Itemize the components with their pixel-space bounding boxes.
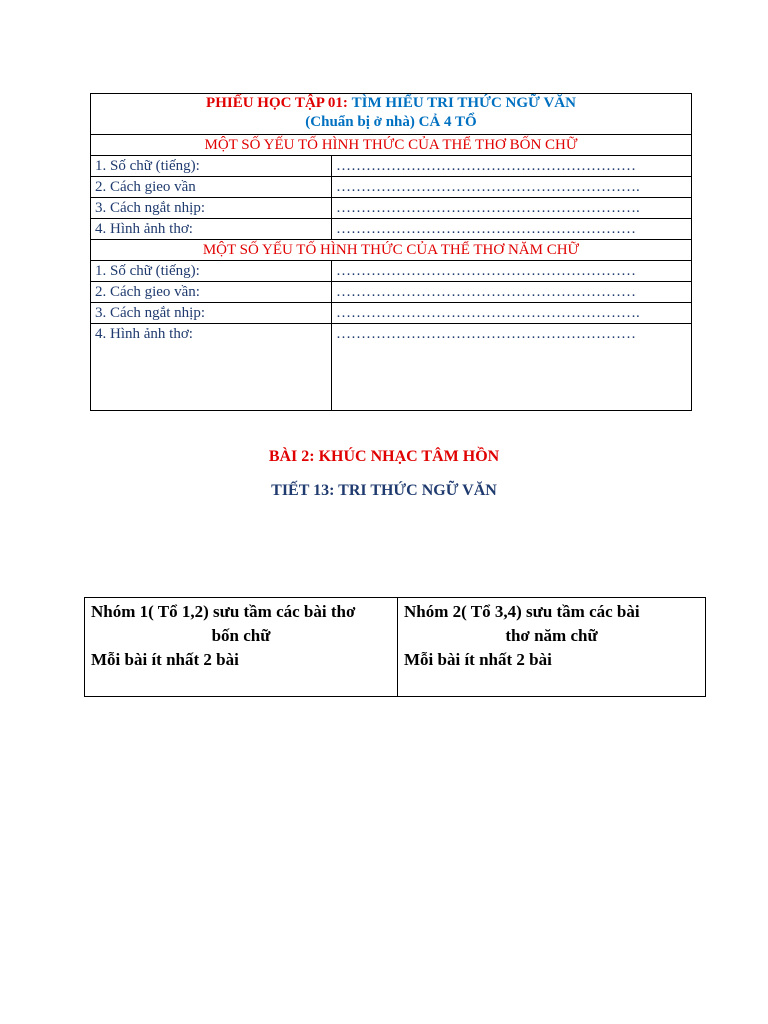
section-heading-five-word: MỘT SỐ YẾU TỐ HÌNH THỨC CỦA THỂ THƠ NĂM CHỮ [91, 240, 692, 261]
table-row [91, 303, 692, 324]
table-row [91, 261, 692, 282]
row-label: 1. Số chữ (tiếng): [91, 156, 332, 177]
group-2-line3: Mỗi bài ít nhất 2 bài [404, 650, 552, 669]
answer-blank: …………………………………………………… [332, 282, 692, 303]
table-row [91, 198, 692, 219]
group-assignment-table [84, 597, 706, 697]
row-label: 2. Cách gieo vần: [91, 282, 332, 303]
worksheet-header [91, 94, 692, 135]
group-2-cell [398, 598, 706, 697]
answer-blank: …………………………………………………… [332, 219, 692, 240]
group-1-line3: Mỗi bài ít nhất 2 bài [91, 650, 239, 669]
group-1-cell [85, 598, 398, 697]
table-row [91, 219, 692, 240]
table-row [91, 177, 692, 198]
answer-blank: ……………………………………………………. [332, 198, 692, 219]
row-label: 1. Số chữ (tiếng): [91, 261, 332, 282]
lesson-title: BÀI 2: KHÚC NHẠC TÂM HỒN [268, 448, 500, 465]
answer-blank: ……………………………………………………. [332, 303, 692, 324]
answer-blank: …………………………………………………… [332, 261, 692, 282]
row-label: 4. Hình ảnh thơ: [91, 219, 332, 240]
worksheet-subtitle: (Chuẩn bị ở nhà) CẢ 4 TỔ [305, 114, 477, 130]
worksheet-table [90, 93, 692, 411]
table-row [91, 324, 692, 411]
table-row [91, 282, 692, 303]
answer-blank: ……………………………………………………. [332, 177, 692, 198]
group-1-line2: bốn chữ [211, 626, 271, 645]
worksheet-title-topic: TÌM HIỂU TRI THỨC NGỮ VĂN [351, 95, 576, 111]
row-label: 2. Cách gieo vần [91, 177, 332, 198]
group-2-line2: thơ năm chữ [505, 626, 598, 645]
group-2-line1: Nhóm 2( Tổ 3,4) sưu tầm các bài [404, 602, 640, 621]
row-label: 3. Cách ngắt nhịp: [91, 198, 332, 219]
group-1-line1: Nhóm 1( Tổ 1,2) sưu tầm các bài thơ [91, 602, 356, 621]
section-heading-four-word: MỘT SỐ YẾU TỐ HÌNH THỨC CỦA THỂ THƠ BỐN CHỮ [91, 135, 692, 156]
answer-blank: …………………………………………………… [332, 324, 692, 411]
table-row [91, 156, 692, 177]
worksheet-title-label: PHIẾU HỌC TẬP 01: [206, 95, 348, 111]
answer-blank: …………………………………………………… [332, 156, 692, 177]
row-label: 4. Hình ảnh thơ: [91, 324, 332, 411]
row-label: 3. Cách ngắt nhịp: [91, 303, 332, 324]
lesson-period: TIẾT 13: TRI THỨC NGỮ VĂN [271, 482, 497, 499]
